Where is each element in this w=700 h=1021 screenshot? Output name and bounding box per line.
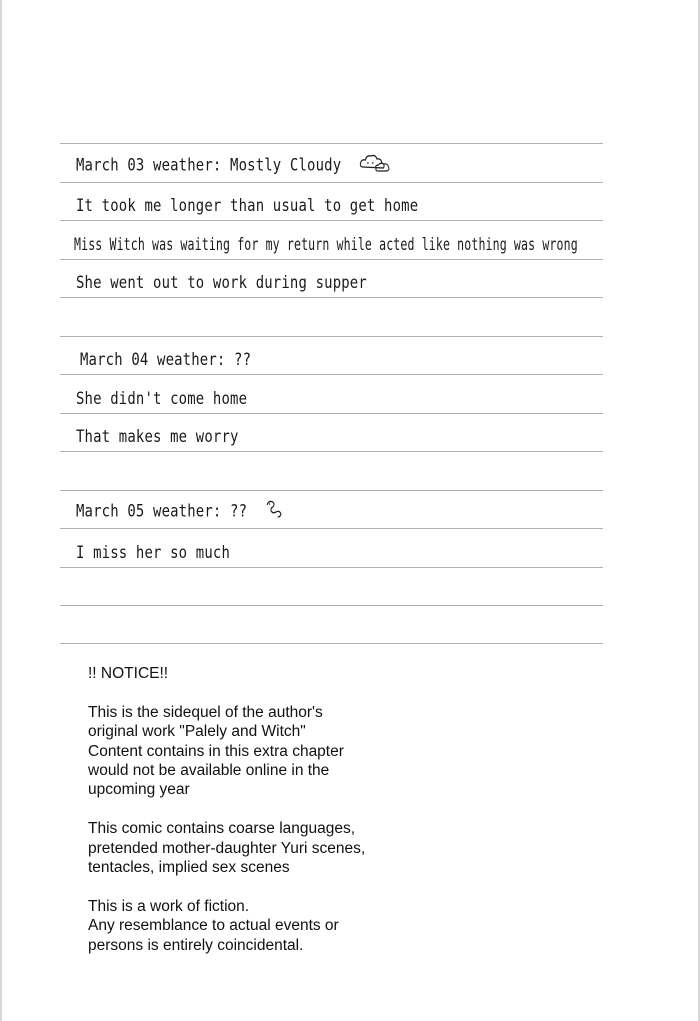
notice-block [88,664,508,974]
diary-line: It took me longer than usual to get home [76,196,419,216]
ruled-line [60,490,603,529]
diary-line: Miss Witch was waiting for my return while acted like nothing was wrong [74,234,578,255]
ruled-line [60,220,603,259]
diary-line: That makes me worry [76,427,239,447]
diary-entry-header: March 03 weather: Mostly Cloudy [76,153,391,178]
notice-paragraph-sidequel: This is the sidequel of the author's original work "Palely and Witch" Content contains in this extra chapter would not be available online in the upcoming year [88,703,344,799]
page-edge-left [0,0,2,1021]
notice-title: !! NOTICE!! [88,665,169,682]
ruled-line [60,567,603,606]
ruled-line [60,143,603,182]
diary-entry-header: March 05 weather: ?? [76,499,284,524]
diary-line: She went out to work during supper [76,273,367,293]
ruled-line [60,528,603,567]
ruled-line [60,451,603,490]
ruled-line [60,605,603,644]
ruled-line [60,413,603,452]
ruled-line [60,374,603,413]
notice-paragraph-fiction-disclaimer: This is a work of fiction. Any resemblance to actual events or persons is entirely coincidental. [88,897,339,954]
notice-paragraph-content-warning: This comic contains coarse languages, pretended mother-daughter Yuri scenes, tentacles, implied sex scenes [88,820,366,877]
ruled-line [60,259,603,298]
diary-line: I miss her so much [76,542,231,563]
swirl-icon [264,499,284,524]
diary-entry-header: March 04 weather: ?? [80,350,252,370]
diary-line: She didn't come home [76,388,248,409]
ruled-line [60,336,603,375]
ruled-line [60,297,603,336]
cloud-icon [358,153,391,178]
diary-notebook [60,143,603,644]
ruled-line [60,182,603,221]
